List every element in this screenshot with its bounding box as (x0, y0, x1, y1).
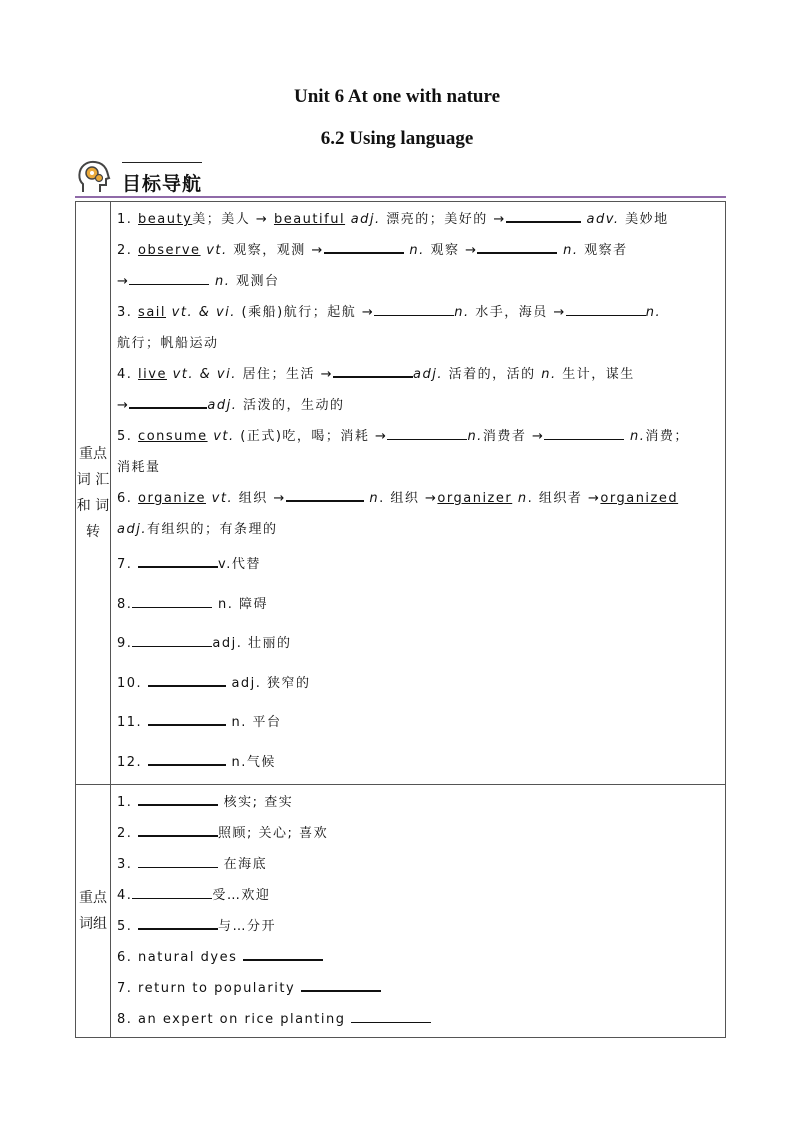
answer-blank[interactable] (138, 792, 218, 806)
side-label-line: 词组 (79, 916, 107, 932)
phrase-line-3 (117, 849, 719, 880)
pos-label: n. (624, 429, 646, 444)
vocab-word: sail (138, 305, 167, 320)
answer-blank[interactable] (132, 634, 212, 647)
vocab-table (75, 201, 726, 1038)
phrase-line-1 (117, 787, 719, 818)
answer-blank[interactable] (132, 595, 212, 608)
vocab-line-8 (117, 421, 719, 452)
vocab-line-1 (117, 204, 719, 235)
vocab-text: 活着的，活的 (443, 367, 542, 382)
vocab-line-15 (117, 664, 719, 704)
vocab-text: 观察 → (424, 243, 478, 258)
pos-label: n (512, 491, 528, 506)
item-number: 7. (117, 557, 133, 572)
vocab-line-10 (117, 483, 719, 514)
vocab-text: → (117, 398, 130, 413)
vocab-text: 美妙地 (619, 212, 669, 227)
phrase-text: 照顾; 关心; 喜欢 (218, 826, 329, 841)
vocab-text: 观察者 (578, 243, 628, 258)
side-label-line: 转 (86, 524, 100, 540)
vocab-text: 生计，谋生 (556, 367, 635, 382)
answer-blank[interactable] (129, 395, 207, 409)
phrases-side-label (76, 785, 111, 1038)
answer-blank[interactable] (148, 673, 226, 687)
vocab-text: adj. 狭窄的 (225, 675, 311, 691)
vocab-text: . 组织者 → (527, 491, 601, 506)
vocab-text: n. 平台 (225, 715, 282, 730)
heading-overline (122, 162, 202, 163)
pos-label: adj. (207, 398, 238, 413)
vocab-text: 活泼的，生动的 (237, 398, 345, 413)
vocab-word: live (138, 367, 167, 382)
vocab-text: 观测台 (230, 274, 280, 289)
answer-blank[interactable] (301, 978, 381, 992)
item-number: 8. (117, 1012, 133, 1027)
side-label-line: 和 词 (76, 498, 110, 514)
item-number: 3. (117, 857, 133, 872)
answer-blank[interactable] (138, 916, 218, 930)
vocab-line-14 (117, 624, 719, 664)
vocab-line-2 (117, 235, 719, 266)
side-label-line: 词 汇 (76, 472, 110, 488)
phrase-text: return to popularity (138, 981, 301, 996)
item-number: 1. (117, 795, 133, 810)
answer-blank[interactable] (138, 554, 218, 568)
vocab-line-9 (117, 452, 719, 483)
item-number: 11. (117, 715, 143, 730)
phrase-line-2 (117, 818, 719, 849)
answer-blank[interactable] (477, 240, 557, 254)
pos-label: n. (645, 305, 662, 320)
vocab-word: organized (600, 491, 679, 506)
item-number: 1. (117, 212, 133, 227)
answer-blank[interactable] (129, 272, 209, 285)
vocab-word: beauty (138, 212, 193, 227)
item-number: 4. (117, 888, 133, 903)
vocab-word: consume (138, 429, 208, 444)
side-label-line: 重点 (79, 446, 107, 462)
phrase-text: 在海底 (218, 857, 268, 872)
answer-blank[interactable] (506, 209, 581, 223)
vocab-line-11 (117, 514, 719, 545)
vocab-text: n.气候 (225, 754, 276, 770)
vocab-line-12 (117, 545, 719, 585)
vocab-text: 航行；帆船运动 (117, 336, 219, 351)
item-number: 5. (117, 429, 133, 444)
item-number: 10. (117, 675, 143, 691)
answer-blank[interactable] (148, 712, 226, 726)
item-number: 9. (117, 636, 133, 651)
pos-label: vt. (207, 429, 235, 444)
vocab-text: adj. 壮丽的 (212, 636, 292, 651)
vocab-word: observe (138, 243, 201, 258)
pos-label: vt. (200, 243, 228, 258)
phrase-text: 与…分开 (218, 919, 277, 934)
vocab-text: (正式)吃，喝；消耗 → (234, 429, 388, 444)
vocab-line-4 (117, 297, 719, 328)
phrase-text: 核实; 查实 (218, 795, 294, 810)
section-banner (75, 156, 726, 200)
vocab-text: v.代替 (218, 557, 261, 572)
answer-blank[interactable] (333, 364, 413, 378)
item-number: 4. (117, 367, 133, 382)
pos-label: adj. (345, 212, 381, 227)
phrase-text: natural dyes (138, 950, 243, 965)
pos-label: n. (541, 367, 557, 382)
vocab-text: 居住；生活 → (236, 367, 334, 382)
vocab-line-17 (117, 743, 719, 783)
vocab-line-13 (117, 585, 719, 625)
phrase-line-5 (117, 911, 719, 942)
phrases-row (76, 785, 726, 1038)
head-gears-icon (75, 158, 113, 196)
heading-rule (75, 196, 726, 198)
answer-blank[interactable] (286, 488, 364, 502)
vocab-line-16 (117, 703, 719, 743)
vocab-content (111, 202, 726, 785)
vocab-text: 水手，海员 → (469, 305, 566, 320)
answer-blank[interactable] (138, 855, 218, 868)
vocab-line-5 (117, 328, 719, 359)
item-number: 7. (117, 981, 133, 996)
pos-label: n. (467, 429, 483, 444)
vocab-line-6 (117, 359, 719, 390)
answer-blank[interactable] (138, 823, 218, 837)
vocab-line-7 (117, 390, 719, 421)
item-number: 2. (117, 826, 133, 841)
item-number: 3. (117, 305, 133, 320)
phrase-line-6 (117, 942, 719, 973)
vocab-word: beautiful (273, 212, 346, 227)
pos-label: vt. (206, 491, 234, 506)
answer-blank[interactable] (544, 427, 624, 440)
page-title: Unit 6 At one with nature (293, 86, 501, 107)
answer-blank[interactable] (374, 303, 454, 316)
pos-label: n. (454, 305, 470, 320)
pos-label: n. (209, 274, 231, 289)
answer-blank[interactable] (243, 947, 323, 961)
pos-label: n. (403, 243, 425, 258)
vocab-text: 观察，观测 → (227, 243, 324, 258)
vocab-side-label (76, 202, 111, 785)
phrase-line-4 (117, 880, 719, 911)
vocab-text: 消费者 → (482, 429, 545, 444)
pos-label: adv. (580, 212, 620, 227)
answer-blank[interactable] (324, 240, 404, 254)
pos-label: adj. (117, 522, 147, 537)
vocab-text: n. 障碍 (212, 596, 269, 612)
vocab-line-3 (117, 266, 719, 297)
vocab-text: 组织 → (233, 491, 286, 506)
vocab-text: 漂亮的；美好的 → (380, 212, 506, 227)
answer-blank[interactable] (132, 886, 212, 899)
vocab-word: organizer (437, 491, 513, 506)
answer-blank[interactable] (566, 303, 646, 316)
phrase-line-7 (117, 973, 719, 1004)
vocab-word: organize (138, 491, 207, 506)
pos-label: vt. & vi. (166, 367, 237, 382)
pos-label: n. (557, 243, 579, 258)
item-number: 8. (117, 596, 133, 612)
vocab-row (76, 202, 726, 785)
pos-label: adj. (413, 367, 444, 382)
phrases-content (111, 785, 726, 1038)
item-number: 2. (117, 243, 133, 258)
vocab-text: → (117, 274, 130, 289)
vocab-text: 有组织的；有条理的 (146, 522, 278, 537)
answer-blank[interactable] (148, 752, 226, 766)
section-heading: 目标导航 (122, 173, 203, 195)
side-label-line: 重点 (79, 890, 107, 906)
item-number: 12. (117, 754, 143, 770)
vocab-text: . 组织 → (379, 491, 438, 506)
item-number: 6. (117, 491, 133, 506)
item-number: 5. (117, 919, 133, 934)
vocab-text: 消费； (645, 429, 689, 444)
phrase-line-8 (117, 1004, 719, 1035)
answer-blank[interactable] (351, 1010, 431, 1023)
vocab-text: (乘船)航行；起航 → (235, 305, 375, 320)
answer-blank[interactable] (387, 427, 467, 440)
item-number: 6. (117, 950, 133, 965)
vocab-text: 美；美人 → (192, 212, 274, 227)
vocab-text: 消耗量 (117, 460, 161, 475)
phrase-text: 受…欢迎 (212, 888, 271, 903)
pos-label: vt. & vi. (166, 305, 236, 320)
page-subtitle: 6.2 Using language (320, 128, 474, 149)
phrase-text: an expert on rice planting (138, 1012, 352, 1027)
pos-label: n (363, 491, 380, 506)
